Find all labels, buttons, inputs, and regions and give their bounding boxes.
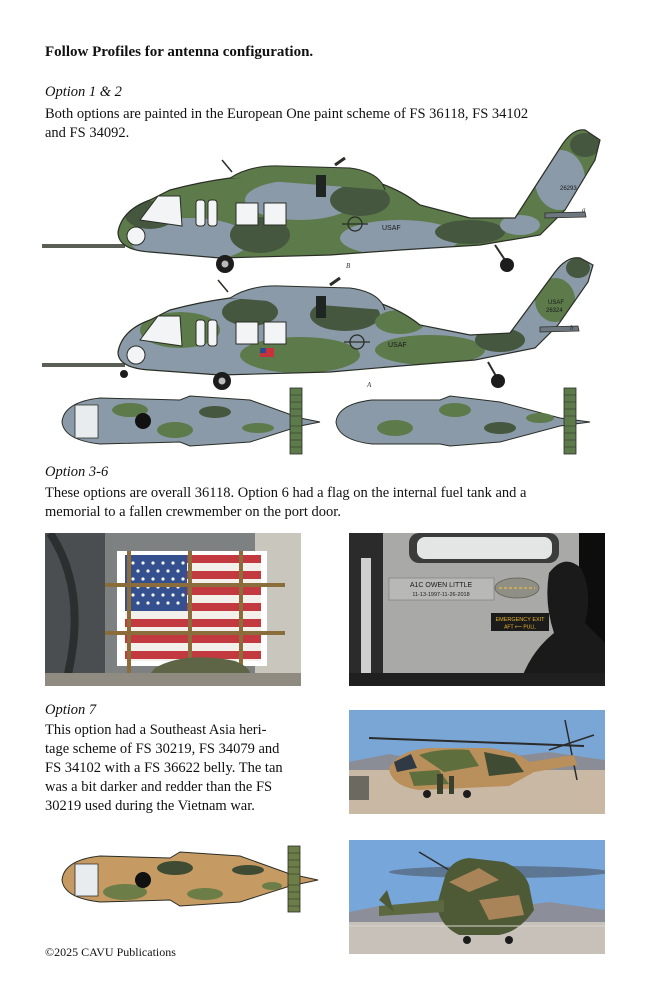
- profile-1-callout-b: B: [346, 262, 351, 270]
- option-1-2-line-2: and FS 34092.: [45, 125, 130, 141]
- profile-2-tail-markings: USAF: [548, 300, 565, 306]
- memorial-plate-name: A1C OWEN LITTLE: [409, 582, 473, 589]
- copyright-footer: ©2025 CAVU Publications: [45, 945, 176, 959]
- profile-1-tail-number: 26293: [560, 186, 577, 192]
- option-7-line-1: This option had a Southeast Asia heri-: [45, 722, 267, 738]
- option-3-6-line-1: These options are overall 36118. Option 6 had a flag on the internal fuel tank and a: [45, 485, 527, 501]
- profile-2-callout-a: A: [367, 381, 372, 389]
- option-1-2-title: Option 1 & 2: [45, 84, 122, 100]
- option-7-line-4: was a bit darker and redder than the FS: [45, 779, 273, 795]
- photo-sea-helicopter-flight: [349, 840, 605, 954]
- option-7-line-5: 30219 used during the Vietnam war.: [45, 798, 255, 814]
- option-3-6-title: Option 3-6: [45, 464, 109, 480]
- option-7-line-2: tage scheme of FS 30219, FS 34079 and: [45, 741, 280, 757]
- profile-1-callout-a: a: [582, 206, 586, 214]
- option-7-line-3: FS 34102 with a FS 36622 belly. The tan: [45, 760, 283, 776]
- option-7-title: Option 7: [45, 702, 97, 718]
- profile-2-tail-number: 26324: [546, 308, 563, 314]
- option-1-2-line-1: Both options are painted in the European One paint scheme of FS 36118, FS 34102: [45, 106, 529, 122]
- option-3-6-line-2: memorial to a fallen crewmember on the port door.: [45, 504, 341, 520]
- profile-2-callout-b: b: [570, 324, 574, 332]
- profile-1-usaf-marking: USAF: [382, 225, 401, 232]
- emergency-exit-instruction: AFT ⟵ PULL: [504, 624, 536, 631]
- profile-2-usaf-marking: USAF: [388, 342, 407, 349]
- emergency-exit-label: EMERGENCY EXIT: [495, 617, 545, 623]
- page-heading: Follow Profiles for antenna configuration.: [45, 44, 314, 60]
- memorial-plate-dates: 11-13-1997-11-26-2018: [412, 592, 470, 598]
